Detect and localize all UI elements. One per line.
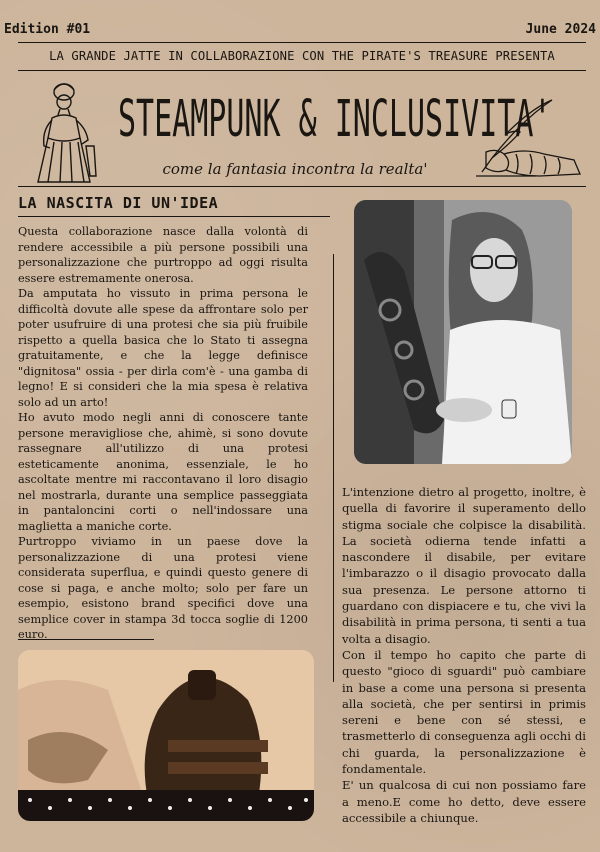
left-column [18,224,308,643]
page-subtitle: come la fantasia incontra la realta' [162,160,428,178]
right-column [342,484,586,826]
divider-top [18,42,586,43]
divider-masthead [18,186,586,187]
victorian-woman-illustration [24,76,102,184]
issue-date: June 2024 [525,22,596,37]
divider-presenta [18,70,586,71]
left-end-rule [18,639,154,640]
presenta-line: LA GRANDE JATTE IN COLLABORAZIONE CON THE PIRATE'S TREASURE PRESENTA [49,49,555,63]
page-title: STEAMPUNK & INCLUSIVITA' [118,90,552,150]
right-paragraph-2: Con il tempo ho capito che parte di questo "gioco di sguardi" può cambiare in base a come una persona si presenta alla società, che per sentirsi in primis sereni e bene con sé stessi, e trasmetterlo di conseguenza agli occhi di chi guarda, la personalizzazione è fondamentale. [342,647,586,777]
left-paragraph-3: Ho avuto modo negli anni di conoscere tante persone meravigliose che, ahimè, si sono dovute rassegnare all'utilizzo di una protesi esteticamente anonima, essenziale, le ho ascoltate mentre mi raccontavano il loro disagio nel mostrarla, durante una semplice passeggiata in pantaloncini corti o nell'indossare una maglietta a maniche corte. [18,411,308,533]
portrait-photo [354,200,572,464]
edition-label: Edition #01 [4,22,91,37]
right-paragraph-3: E' un qualcosa di cui non possiamo fare a meno.E come ho detto, deve essere accessibile a chiunque. [342,778,586,825]
quill-hand-illustration [456,96,586,182]
masthead-top [18,0,586,42]
left-paragraph-4: Purtroppo viviamo in un paese dove la personalizzazione di una protesi viene considerata superflua, e quindi questo genere di cose si paga, e anche molto; solo per fare un esempio, esistono brand specifici dove una semplice cover in stampa 3d tocca soglie di 1200 euro. [18,535,308,641]
prosthesis-photo [18,650,314,821]
left-paragraph-2: Da amputata ho vissuto in prima persona le difficoltà dovute alle spese da affrontare solo per poter usufruire di una protesi che sia più fruibile rispetto a quella basica che lo Stato ti assegna gratuitamente, e che la legge definisce "dignitosa" ossia - per dirla com'è - una gamba di legno! E si consideri che la mia spesa è relativa solo ad un arto! [18,287,308,409]
right-paragraph-1: L'intenzione dietro al progetto, inoltre, è quella di favorire il superamento dello stigma sociale che colpisce la disabilità. La società odierna tende infatti a nascondere il disabile, per evitare l'imbarazzo o il disagio provocato dalla sua presenza. Le persone attorno ti guardano con dispiacere e tu, che vivi la disabilità in prima persona, ti senti a tua volta a disagio. [342,485,586,646]
left-paragraph-1: Questa collaborazione nasce dalla volontà di rendere accessibile a più persone possibili una personalizzazione che purtroppo ad oggi risulta essere estremamente onerosa. [18,225,308,285]
section-heading: LA NASCITA DI UN'IDEA [18,194,219,212]
column-divider [333,254,334,682]
section-heading-rule [18,216,330,217]
